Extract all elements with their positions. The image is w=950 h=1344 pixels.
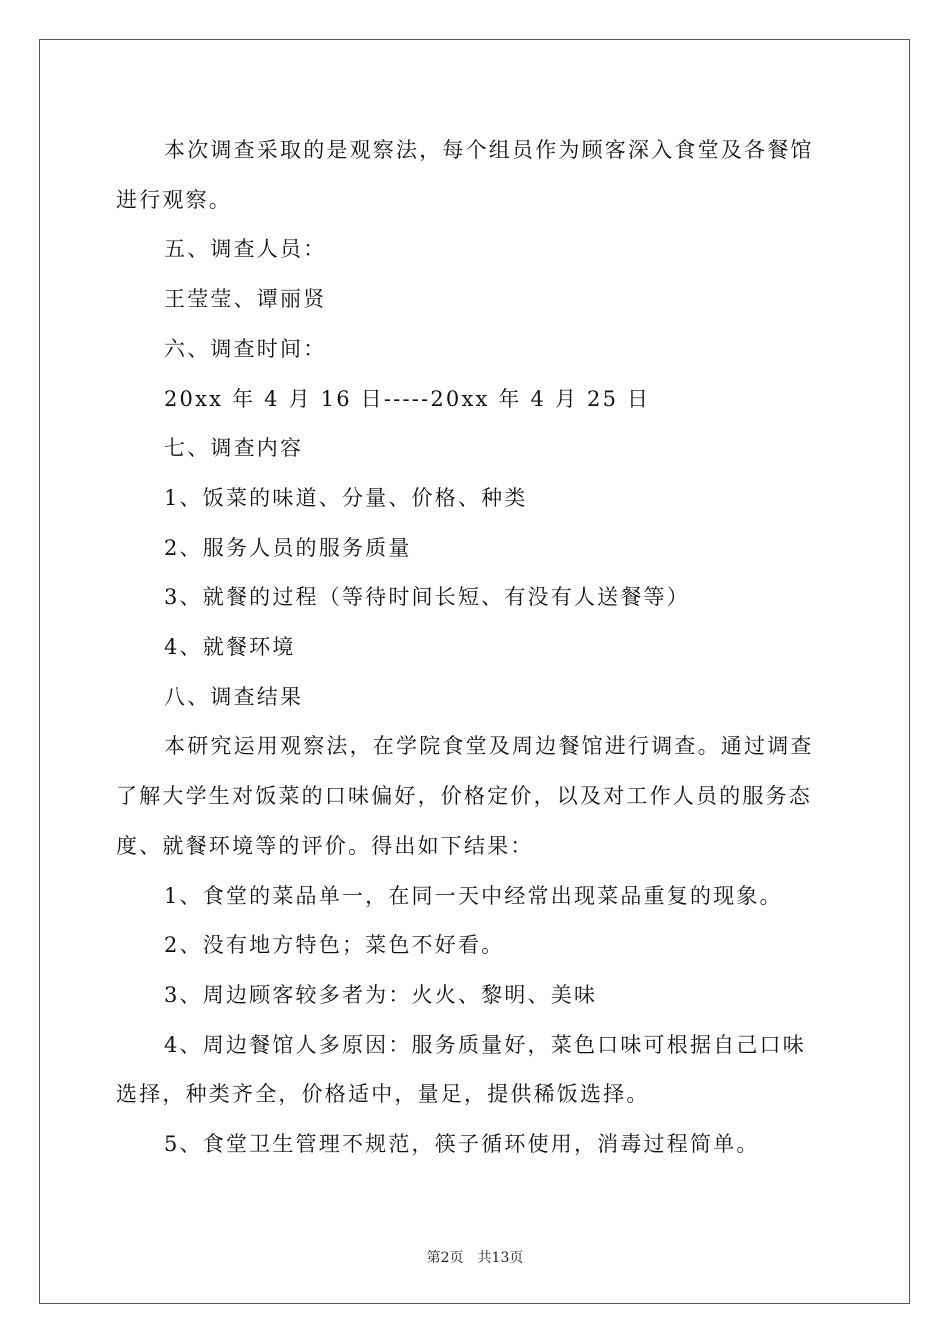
list-item-content-1: 1、饭菜的味道、分量、价格、种类: [164, 485, 528, 510]
list-item-result-2: 2、没有地方特色；菜色不好看。: [164, 933, 505, 958]
list-item-result-4: 4、周边餐馆人多原因：服务质量好，菜色口味可根据自己口味: [164, 1032, 806, 1057]
paragraph-personnel: 王莹莹、谭丽贤: [164, 287, 327, 312]
page-footer: [0, 1247, 950, 1267]
heading-time: 六、调查时间：: [164, 336, 327, 361]
paragraph-results-intro-cont: 度、就餐环境等的评价。得出如下结果：: [116, 833, 534, 858]
list-item-result-1: 1、食堂的菜品单一，在同一天中经常出现菜品重复的现象。: [164, 883, 783, 908]
document-body: [116, 126, 836, 1170]
heading-personnel: 五、调查人员：: [164, 237, 327, 262]
list-item-content-2: 2、服务人员的服务质量: [164, 535, 412, 560]
paragraph-method: 本次调查采取的是观察法，每个组员作为顾客深入食堂及各餐馆: [164, 138, 814, 162]
list-item-content-3: 3、就餐的过程（等待时间长短、有没有人送餐等）: [164, 585, 690, 610]
list-item-result-5: 5、食堂卫生管理不规范，筷子循环使用，消毒过程简单。: [164, 1132, 760, 1157]
heading-results: 八、调查结果: [164, 684, 304, 709]
heading-content: 七、调查内容: [164, 436, 304, 461]
paragraph-results-intro-cont: 了解大学生对饭菜的口味偏好，价格定价，以及对工作人员的服务态: [116, 784, 812, 809]
list-item-content-4: 4、就餐环境: [164, 635, 296, 660]
list-item-result-3: 3、周边顾客较多者为：火火、黎明、美味: [164, 982, 598, 1007]
list-item-result-4-cont: 选择，种类齐全，价格适中，量足，提供稀饭选择。: [116, 1082, 650, 1107]
paragraph-time: 20xx 年 4 月 16 日-----20xx 年 4 月 25 日: [164, 386, 651, 411]
page-total: 共13页: [477, 1250, 524, 1266]
paragraph-results-intro: 本研究运用观察法，在学院食堂及周边餐馆进行调查。通过调查: [164, 734, 814, 759]
paragraph-method-cont: 进行观察。: [116, 187, 232, 212]
page-number: 第2页: [426, 1250, 464, 1266]
